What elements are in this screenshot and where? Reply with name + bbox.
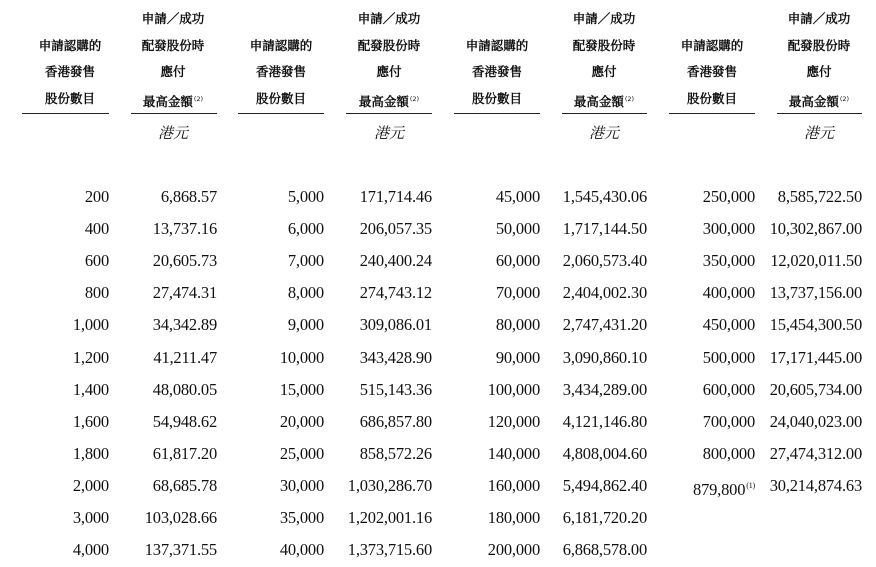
amount-cell: 5,494,862.40 [562, 475, 647, 495]
amount-cell: 3,090,860.10 [562, 347, 647, 367]
header-line: 配發股份時 [357, 37, 421, 53]
shares-cell: 1,400 [72, 379, 109, 399]
shares-cell: 250,000 [702, 187, 755, 206]
amount-cell: 2,060,573.40 [562, 251, 647, 271]
shares-cell: 40,000 [279, 540, 324, 560]
header-line: 配發股份時 [141, 37, 205, 53]
footnote-ref: (2) [409, 94, 420, 103]
shares-cell: 140,000 [487, 443, 540, 463]
shares-cell: 3,000 [72, 508, 109, 527]
shares-cell: 200 [84, 187, 109, 206]
shares-cell: 300,000 [702, 219, 755, 239]
shares-cell: 20,000 [279, 411, 324, 431]
shares-cell: 1,600 [72, 411, 109, 431]
shares-cell: 30,000 [279, 475, 324, 495]
header-line: 股份數目 [44, 90, 95, 106]
shares-cell: 160,000 [487, 475, 540, 495]
shares-cell: 50,000 [495, 219, 540, 239]
header-line: 申請認購的 [249, 37, 313, 53]
header-line: 應付 [591, 64, 617, 79]
header-line: 最高金額$^{(2)}$ [573, 93, 635, 109]
currency-unit: 港元 [803, 124, 834, 142]
amount-cell: 48,080.05 [152, 379, 217, 399]
shares-cell: 700,000 [702, 411, 755, 431]
footnote-ref: (2) [839, 94, 850, 103]
amount-cell: 206,057.35 [359, 219, 432, 239]
shares-cell: 879,800$^{(1)}$ [693, 479, 755, 499]
shares-header [10, 6, 130, 112]
amount-cell: 30,214,874.63 [769, 475, 862, 495]
shares-cell: 6,000 [287, 219, 324, 239]
amount-cell: 68,685.78 [152, 475, 217, 495]
header-line: 配發股份時 [572, 37, 636, 53]
amount-cell: 1,717,144.50 [562, 219, 647, 239]
amount-cell: 343,428.90 [359, 347, 432, 367]
header-line [652, 6, 772, 33]
header-line: 應付 [160, 64, 186, 79]
header-rule [131, 113, 217, 114]
header-line: 香港發售 [44, 64, 95, 79]
header-rule [562, 113, 647, 114]
shares-cell: 450,000 [702, 315, 755, 335]
header-rule [22, 113, 109, 114]
header-line: 香港發售 [686, 64, 737, 79]
shares-cell: 600 [84, 251, 109, 271]
amount-cell: 20,605.73 [152, 251, 217, 271]
header-line [221, 6, 341, 33]
header-line: 申請認購的 [465, 37, 529, 53]
amount-cell: 1,202,001.16 [347, 508, 432, 527]
amount-cell: 6,181,720.20 [562, 508, 647, 527]
shares-cell: 400 [84, 219, 109, 239]
amount-cell: 1,373,715.60 [347, 540, 432, 560]
header-line: 應付 [806, 64, 832, 79]
amount-cell: 858,572.26 [359, 443, 432, 463]
shares-cell: 9,000 [287, 315, 324, 335]
header-line: 股份數目 [686, 90, 737, 106]
header-line: 申請／成功 [787, 11, 851, 26]
shares-header [221, 6, 341, 112]
header-line: 申請／成功 [357, 11, 421, 26]
currency-unit: 港元 [157, 124, 188, 142]
currency-unit: 港元 [588, 124, 619, 142]
amount-cell: 3,434,289.00 [562, 379, 647, 399]
amount-cell: 54,948.62 [152, 411, 217, 431]
header-line: 股份數目 [255, 90, 306, 106]
amount-cell: 20,605,734.00 [769, 379, 862, 399]
amount-cell: 4,121,146.80 [562, 411, 647, 431]
shares-cell: 800,000 [702, 443, 755, 463]
shares-cell: 25,000 [279, 443, 324, 463]
shares-cell: 350,000 [702, 251, 755, 271]
header-rule [238, 113, 324, 114]
header-line: 香港發售 [471, 64, 522, 79]
amount-cell: 1,030,286.70 [347, 475, 432, 495]
shares-cell: 45,000 [495, 187, 540, 206]
amount-cell: 171,714.46 [359, 187, 432, 206]
shares-cell: 8,000 [287, 283, 324, 303]
shares-cell: 5,000 [287, 187, 324, 206]
shares-cell: 800 [84, 283, 109, 303]
amount-cell: 27,474.31 [152, 283, 217, 303]
footnote-ref: (2) [624, 94, 635, 103]
shares-cell: 1,000 [72, 315, 109, 335]
shares-cell: 100,000 [487, 379, 540, 399]
amount-cell: 34,342.89 [152, 315, 217, 335]
shares-header [437, 6, 557, 112]
header-line: 申請／成功 [141, 11, 205, 26]
footnote-ref: (1) [746, 480, 755, 490]
amount-header [329, 6, 449, 115]
shares-cell: 60,000 [495, 251, 540, 271]
amount-cell: 137,371.55 [144, 540, 217, 560]
shares-cell: 4,000 [72, 540, 109, 560]
shares-cell: 1,800 [72, 443, 109, 463]
amount-cell: 41,211.47 [153, 347, 217, 367]
amount-cell: 13,737,156.00 [769, 283, 862, 303]
amount-header [544, 6, 664, 115]
header-line: 申請認購的 [680, 37, 744, 53]
shares-cell: 400,000 [702, 283, 755, 303]
amount-header [759, 6, 876, 115]
header-rule [454, 113, 540, 114]
currency-unit: 港元 [373, 124, 404, 142]
shares-cell: 90,000 [495, 347, 540, 367]
shares-cell: 2,000 [72, 475, 109, 495]
amount-cell: 17,171,445.00 [769, 347, 862, 367]
amount-cell: 10,302,867.00 [769, 219, 862, 239]
amount-cell: 15,454,300.50 [769, 315, 862, 335]
header-line: 應付 [376, 64, 402, 79]
header-line [10, 6, 130, 33]
shares-cell: 200,000 [487, 540, 540, 560]
shares-cell: 80,000 [495, 315, 540, 335]
amount-cell: 12,020,011.50 [770, 251, 862, 271]
shares-cell: 7,000 [287, 251, 324, 271]
header-line: 申請認購的 [38, 37, 102, 53]
amount-header [113, 6, 233, 115]
shares-cell: 120,000 [487, 411, 540, 431]
header-line: 股份數目 [471, 90, 522, 106]
amount-cell: 6,868,578.00 [562, 540, 647, 560]
header-line: 最高金額$^{(2)}$ [142, 93, 204, 109]
amount-cell: 4,808,004.60 [562, 443, 647, 463]
amount-cell: 2,404,002.30 [562, 283, 647, 303]
shares-cell: 600,000 [702, 379, 755, 399]
shares-cell: 180,000 [487, 508, 540, 527]
shares-cell: 15,000 [279, 379, 324, 399]
amount-cell: 515,143.36 [359, 379, 432, 399]
shares-cell: 35,000 [279, 508, 324, 527]
amount-cell: 24,040,023.00 [769, 411, 862, 431]
shares-header [652, 6, 772, 112]
amount-cell: 686,857.80 [359, 411, 432, 431]
amount-cell: 274,743.12 [359, 283, 432, 303]
shares-cell: 10,000 [279, 347, 324, 367]
amount-cell: 103,028.66 [144, 508, 217, 527]
header-rule [669, 113, 755, 114]
header-line: 香港發售 [255, 64, 306, 79]
amount-cell: 8,585,722.50 [777, 187, 862, 206]
amount-cell: 61,817.20 [152, 443, 217, 463]
header-line: 最高金額$^{(2)}$ [358, 93, 420, 109]
amount-cell: 13,737.16 [152, 219, 217, 239]
shares-cell: 70,000 [495, 283, 540, 303]
amount-cell: 1,545,430.06 [562, 187, 647, 206]
amount-cell: 2,747,431.20 [562, 315, 647, 335]
header-line: 申請／成功 [572, 11, 636, 26]
footnote-ref: (2) [193, 94, 204, 103]
header-line [437, 6, 557, 33]
header-rule [346, 113, 432, 114]
shares-cell: 1,200 [72, 347, 109, 367]
header-line: 最高金額$^{(2)}$ [788, 93, 850, 109]
amount-cell: 240,400.24 [359, 251, 432, 271]
amount-cell: 27,474,312.00 [769, 443, 862, 463]
amount-cell: 6,868.57 [160, 187, 217, 206]
header-line: 配發股份時 [787, 37, 851, 53]
shares-cell: 500,000 [702, 347, 755, 367]
amount-cell: 309,086.01 [359, 315, 432, 335]
header-rule [777, 113, 862, 114]
